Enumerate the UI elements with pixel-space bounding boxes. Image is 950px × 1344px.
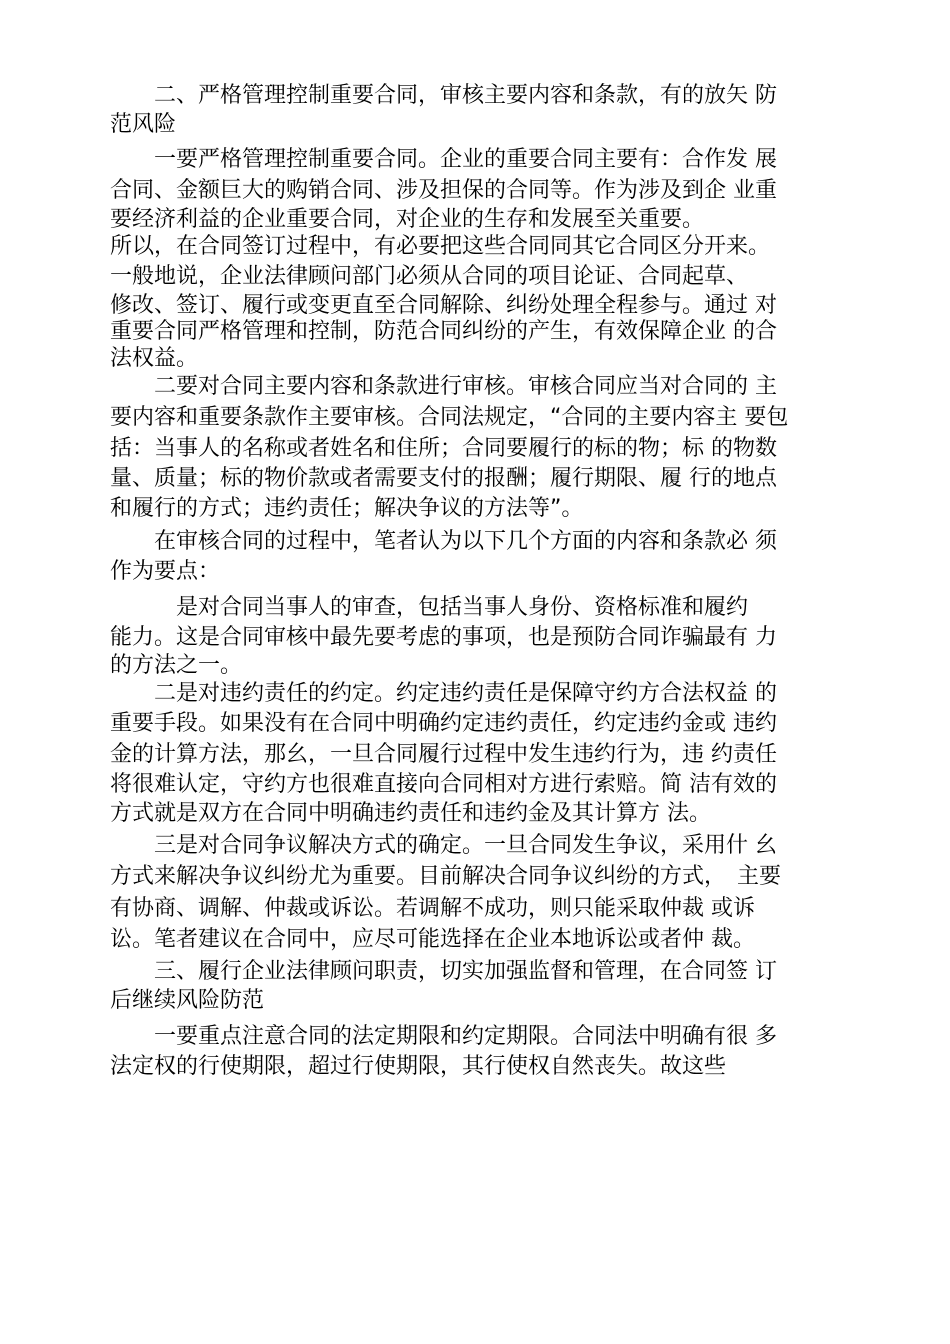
text-line: 量、质量；标的物价款或者需要支付的报酬；履行期限、履 行的地点	[110, 466, 777, 491]
text-line: 将很难认定，守约方也很难直接向合同相对方进行索赔。简 洁有效的	[110, 772, 777, 797]
text-line: 范风险	[110, 112, 177, 137]
text-line: 三是对合同争议解决方式的确定。一旦合同发生争议，采用什 幺	[110, 833, 777, 858]
text-line: 三、履行企业法律顾问职责，切实加强监督和管理，在合同签 订	[110, 959, 777, 984]
text-line: 一般地说，企业法律顾问部门必须从合同的项目论证、合同起草、	[110, 264, 749, 289]
text-line: 法权益。	[110, 346, 199, 371]
text-line: 是对合同当事人的审查，包括当事人身份、资格标准和履约	[110, 595, 749, 620]
text-line: 能力。这是合同审核中最先要考虑的事项，也是预防合同诈骗最有 力	[110, 625, 777, 650]
text-line: 重要手段。如果没有在合同中明确约定违约责任，约定违约金或 违约	[110, 711, 777, 736]
text-line: 要经济利益的企业重要合同，对企业的生存和发展至关重要。	[110, 207, 705, 232]
text-line: 法定权的行使期限，超过行使期限，其行使权自然丧失。故这些	[110, 1054, 727, 1079]
text-line: 方式来解决争议纠纷尤为重要。目前解决合同争议纠纷的方式， 主要	[110, 864, 782, 889]
text-line: 有协商、调解、仲裁或诉讼。若调解不成功，则只能采取仲裁 或诉	[110, 896, 755, 921]
text-line: 修改、签订、履行或变更直至合同解除、纠纷处理全程参与。通过 对	[110, 293, 777, 318]
text-line: 合同、金额巨大的购销合同、涉及担保的合同等。作为涉及到企 业重	[110, 178, 777, 203]
text-line: 的方法之一。	[110, 653, 243, 678]
text-line: 在审核合同的过程中，笔者认为以下几个方面的内容和条款必 须	[110, 529, 777, 554]
text-line: 括：当事人的名称或者姓名和住所；合同要履行的标的物；标 的物数	[110, 436, 777, 461]
text-line: 金的计算方法，那幺，一旦合同履行过程中发生违约行为，违 约责任	[110, 742, 777, 767]
text-line: 讼。笔者建议在合同中，应尽可能选择在企业本地诉讼或者仲 裁。	[110, 927, 755, 952]
text-line: 要内容和重要条款作主要审核。合同法规定，“合同的主要内容主 要包	[110, 405, 789, 430]
text-line: 后继续风险防范	[110, 988, 265, 1013]
text-line: 二是对违约责任的约定。约定违约责任是保障守约方合法权益 的	[110, 681, 777, 706]
text-line: 方式就是双方在合同中明确违约责任和违约金及其计算方 法。	[110, 801, 711, 826]
text-line: 和履行的方式；违约责任；解决争议的方法等”。	[110, 496, 584, 521]
text-line: 作为要点：	[110, 559, 221, 584]
text-line: 二、严格管理控制重要合同，审核主要内容和条款，有的放矢 防	[110, 83, 777, 108]
text-line: 一要重点注意合同的法定期限和约定期限。合同法中明确有很 多	[110, 1024, 777, 1049]
text-line: 二要对合同主要内容和条款进行审核。审核合同应当对合同的 主	[110, 374, 777, 399]
text-line: 所以，在合同签订过程中，有必要把这些合同同其它合同区分开来。	[110, 234, 771, 259]
text-line: 一要严格管理控制重要合同。企业的重要合同主要有：合作发 展	[110, 147, 777, 172]
text-line: 重要合同严格管理和控制，防范合同纠纷的产生，有效保障企业 的合	[110, 319, 777, 344]
